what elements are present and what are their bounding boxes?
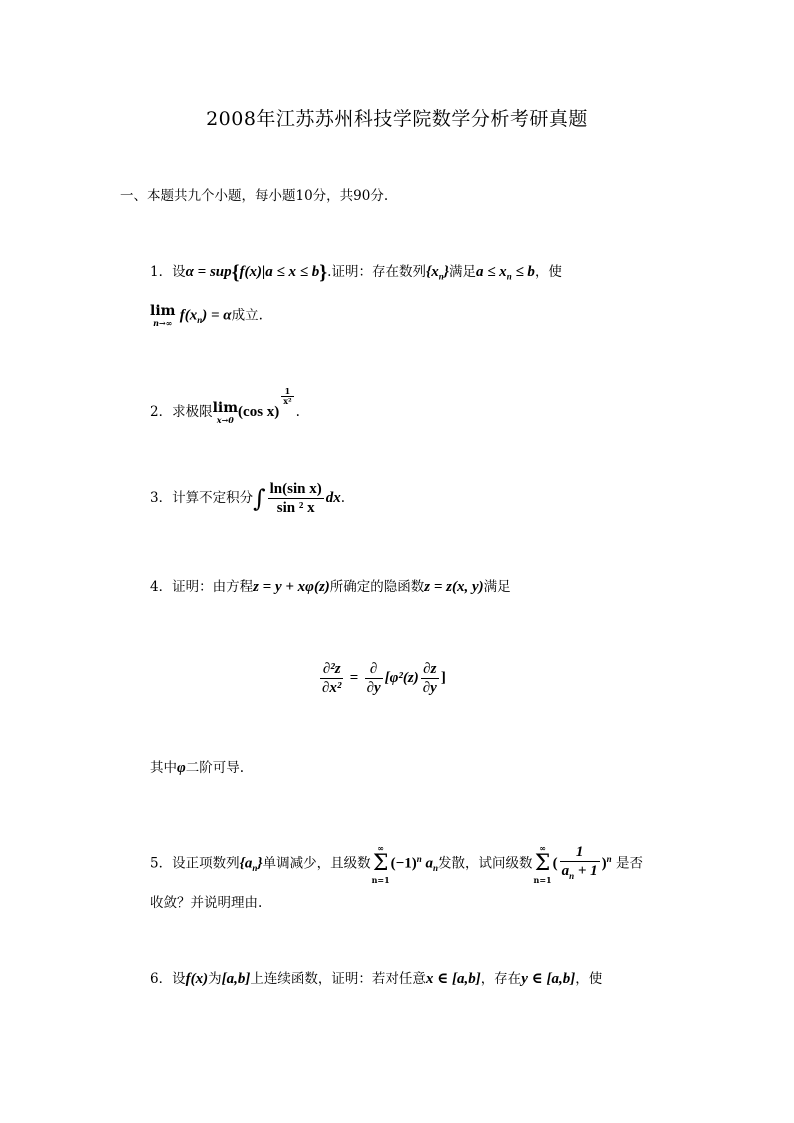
- question-3: [150, 480, 345, 517]
- q5-paren-close: ): [601, 855, 607, 872]
- q4-note-tail: 二阶可导.: [185, 760, 245, 776]
- q2-exp-den: x²: [283, 396, 292, 406]
- q5-frac-num: 1: [560, 843, 600, 862]
- q5-sum1-bot: n=1: [371, 875, 390, 885]
- q6-prefix: 6．设: [150, 971, 186, 987]
- q1-middle-text: .证明：存在数列: [327, 264, 426, 280]
- q1-cond-tail: ≤ b: [511, 264, 535, 280]
- q1-set-body: f(x)|a ≤ x ≤ b: [239, 264, 320, 280]
- q5-mid2: 发散，试问级数: [438, 855, 533, 872]
- q5-seq-sub: n: [252, 863, 258, 874]
- q1-line2-sub: n: [197, 315, 203, 326]
- q4-equation-2: z = z(x, y): [424, 579, 484, 595]
- question-6: [150, 969, 602, 989]
- q2-tail: .: [295, 404, 300, 420]
- q5-frac-den: [560, 862, 600, 885]
- question-5-line-2: 收敛？并说明理由.: [150, 895, 263, 911]
- q3-fraction: [268, 480, 324, 517]
- q6-tail: ，使: [575, 971, 603, 987]
- q4-inner-den: ∂y: [422, 680, 437, 696]
- q5-term1-exp: n: [416, 854, 422, 864]
- q1-set-close: }: [319, 261, 328, 284]
- q5-sum1-sym: Σ: [372, 851, 389, 876]
- q6-mid2: 上连续函数，证明：若对任意: [250, 971, 426, 987]
- q5-tail: 是否: [611, 855, 643, 872]
- q4-lhs-num: ∂²z: [320, 660, 343, 679]
- q1-cond: a ≤ x: [475, 264, 507, 280]
- q5-seq-close: }: [257, 855, 263, 872]
- q4-equation-1: z = y + xφ(z): [253, 579, 330, 595]
- document-title: 2008年江苏苏州科技学院数学分析考研真题: [206, 108, 588, 130]
- q4-d-den: ∂y: [366, 680, 381, 696]
- q5-seq: {a: [239, 855, 253, 872]
- q3-tail: .: [340, 490, 346, 506]
- q5-sum-2: [534, 843, 552, 885]
- q2-exponent: [281, 387, 293, 406]
- q1-line2-tail: 成立.: [231, 307, 263, 324]
- q4-inner-num: ∂z: [421, 660, 439, 679]
- q1-seq: {x: [425, 264, 439, 280]
- q1-cond-sub: n: [506, 271, 512, 282]
- question-4-note: [150, 758, 244, 778]
- q5-term1-tail: a: [421, 855, 433, 872]
- q6-interval: [a,b]: [221, 971, 251, 987]
- question-4-line-1: [150, 577, 511, 597]
- q5-sum1-top: ∞: [377, 843, 384, 853]
- q4-middle: 所确定的隐函数: [329, 579, 425, 595]
- q5-sum-1: [372, 843, 390, 885]
- q1-seq-close: }: [443, 264, 449, 280]
- q5-prefix: 5．设正项数列: [150, 855, 240, 872]
- q5-term1-sub: n: [432, 863, 438, 874]
- q5-sum2-bot: n=1: [533, 875, 552, 885]
- q4-bracket-open: [φ²(z): [384, 670, 419, 686]
- q2-lim-word: lim: [212, 399, 239, 416]
- q1-alpha-sup: α = sup: [185, 264, 232, 280]
- q1-lim: [150, 304, 175, 328]
- q1-lim-word: lim: [150, 303, 176, 319]
- q4-derivative: [365, 660, 383, 697]
- q3-denominator: sin ² x: [276, 500, 315, 516]
- q4-tail: 满足: [483, 579, 511, 595]
- q2-lim: [213, 401, 238, 425]
- q3-integral-sign: ∫: [253, 484, 266, 513]
- q1-satisfy: 满足: [448, 264, 476, 280]
- q5-frac-den-tail: + 1: [574, 863, 598, 879]
- q5-mid1: 单调减少，且级数: [262, 855, 371, 872]
- q1-tail: ，使: [534, 264, 562, 280]
- q5-term1: (−1): [390, 855, 417, 872]
- q2-exp-num: 1: [281, 387, 293, 397]
- q1-line2-expr-tail: ) = α: [202, 307, 232, 324]
- question-2: [150, 387, 300, 425]
- q5-sum2-top: ∞: [539, 843, 546, 853]
- q5-frac-den-a: a: [561, 863, 570, 879]
- q1-line2-expr: f(x: [179, 307, 198, 324]
- q1-set-open: {: [231, 261, 240, 284]
- q4-equals: =: [349, 670, 359, 686]
- q3-prefix: 3．计算不定积分: [150, 490, 254, 506]
- q5-fraction: [560, 843, 600, 885]
- q2-base: (cos x): [238, 404, 280, 420]
- q4-note-phi: φ: [177, 760, 186, 776]
- q5-exp2: n: [606, 854, 612, 864]
- question-5-line-1: [150, 843, 643, 885]
- q4-note-prefix: 其中: [150, 760, 177, 776]
- q6-mid1: 为: [208, 971, 222, 987]
- question-4-display-formula: [318, 660, 446, 697]
- section-heading: 一、本题共九个小题，每小题10分，共90分.: [120, 188, 389, 204]
- q6-f: f(x): [185, 971, 209, 987]
- q4-prefix: 4．证明：由方程: [150, 579, 254, 595]
- q4-inner: [421, 660, 439, 697]
- q2-prefix: 2．求极限: [150, 404, 213, 420]
- q5-frac-den-sub: n: [569, 871, 575, 881]
- question-1-line-2: [150, 304, 263, 330]
- q6-mid3: ，存在: [480, 971, 522, 987]
- q4-d-num: ∂: [365, 660, 383, 679]
- q1-prefix: 1．设: [150, 264, 186, 280]
- q4-lhs-den: ∂x²: [322, 680, 342, 696]
- q6-x-in: x ∈ [a,b]: [425, 971, 481, 987]
- q2-lim-sub: x→0: [216, 414, 234, 425]
- q1-lim-sub: n→∞: [153, 318, 173, 328]
- q1-seq-sub: n: [438, 271, 444, 282]
- q3-numerator: ln(sin x): [269, 481, 322, 497]
- question-1-line-1: [150, 262, 562, 287]
- q4-lhs: [320, 660, 343, 697]
- q5-paren-open: (: [552, 855, 558, 872]
- q6-y-in: y ∈ [a,b]: [521, 971, 576, 987]
- q5-sum2-sym: Σ: [534, 851, 551, 876]
- q3-dx: dx: [325, 490, 341, 506]
- q4-bracket-close: ]: [440, 670, 446, 686]
